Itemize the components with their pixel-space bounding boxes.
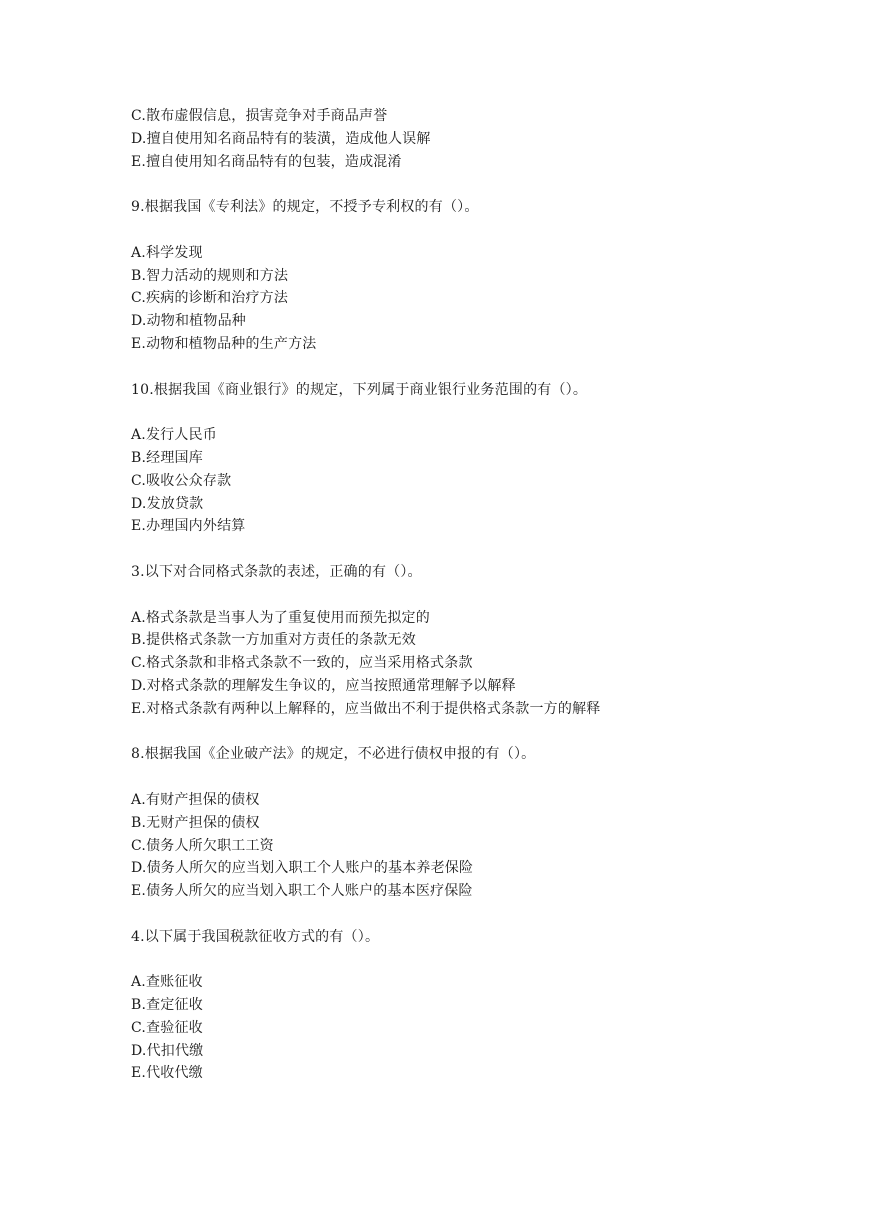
question-stem: 8.根据我国《企业破产法》的规定，不必进行债权申报的有（）。 <box>131 746 536 763</box>
option-c: C.吸收公众存款 <box>131 472 232 489</box>
option-a: A.格式条款是当事人为了重复使用而预先拟定的 <box>131 609 430 626</box>
question-stem: 3.以下对合同格式条款的表述，正确的有（）。 <box>131 563 422 580</box>
option-d: D.对格式条款的理解发生争议的，应当按照通常理解予以解释 <box>131 677 516 694</box>
question-10 <box>131 379 821 539</box>
option-b: B.提供格式条款一方加重对方责任的条款无效 <box>131 632 416 649</box>
question-9 <box>131 196 821 356</box>
question-stem: 4.以下属于我国税款征收方式的有（）。 <box>131 928 380 945</box>
option-c: C.格式条款和非格式条款不一致的，应当采用格式条款 <box>131 655 473 672</box>
option-b: B.智力活动的规则和方法 <box>131 267 289 284</box>
question-4 <box>131 926 821 1086</box>
option-c: C.散布虚假信息，损害竞争对手商品声誉 <box>131 108 388 124</box>
option-e: E.债务人所欠的应当划入职工个人账户的基本医疗保险 <box>131 883 473 900</box>
option-b: B.无财产担保的债权 <box>131 814 260 831</box>
option-e: E.对格式条款有两种以上解释的，应当做出不利于提供格式条款一方的解释 <box>131 700 601 717</box>
option-e: E.代收代缴 <box>131 1065 203 1082</box>
option-e: E.动物和植物品种的生产方法 <box>131 335 317 352</box>
question-stem: 9.根据我国《专利法》的规定，不授予专利权的有（）。 <box>131 199 479 216</box>
option-c: C.疾病的诊断和治疗方法 <box>131 290 289 307</box>
option-d: D.动物和植物品种 <box>131 313 246 330</box>
option-e: E.办理国内外结算 <box>131 518 246 535</box>
option-b: B.经理国库 <box>131 449 203 466</box>
option-a: A.发行人民币 <box>131 427 217 444</box>
continued-options <box>131 105 821 173</box>
question-list <box>131 105 821 1108</box>
question-8 <box>131 743 821 903</box>
option-b: B.查定征收 <box>131 997 203 1014</box>
option-d: D.发放贷款 <box>131 495 204 512</box>
option-a: A.科学发现 <box>131 244 203 261</box>
option-d: D.擅自使用知名商品特有的装潢，造成他人误解 <box>131 130 431 147</box>
option-a: A.有财产担保的债权 <box>131 791 260 808</box>
option-c: C.债务人所欠职工工资 <box>131 837 274 854</box>
question-3 <box>131 561 821 721</box>
option-e: E.擅自使用知名商品特有的包装，造成混淆 <box>131 153 402 170</box>
option-d: D.债务人所欠的应当划入职工个人账户的基本养老保险 <box>131 860 474 877</box>
option-d: D.代扣代缴 <box>131 1042 204 1059</box>
question-stem: 10.根据我国《商业银行》的规定，下列属于商业银行业务范围的有（）。 <box>131 381 588 398</box>
option-a: A.查账征收 <box>131 974 203 991</box>
option-c: C.查验征收 <box>131 1019 203 1036</box>
